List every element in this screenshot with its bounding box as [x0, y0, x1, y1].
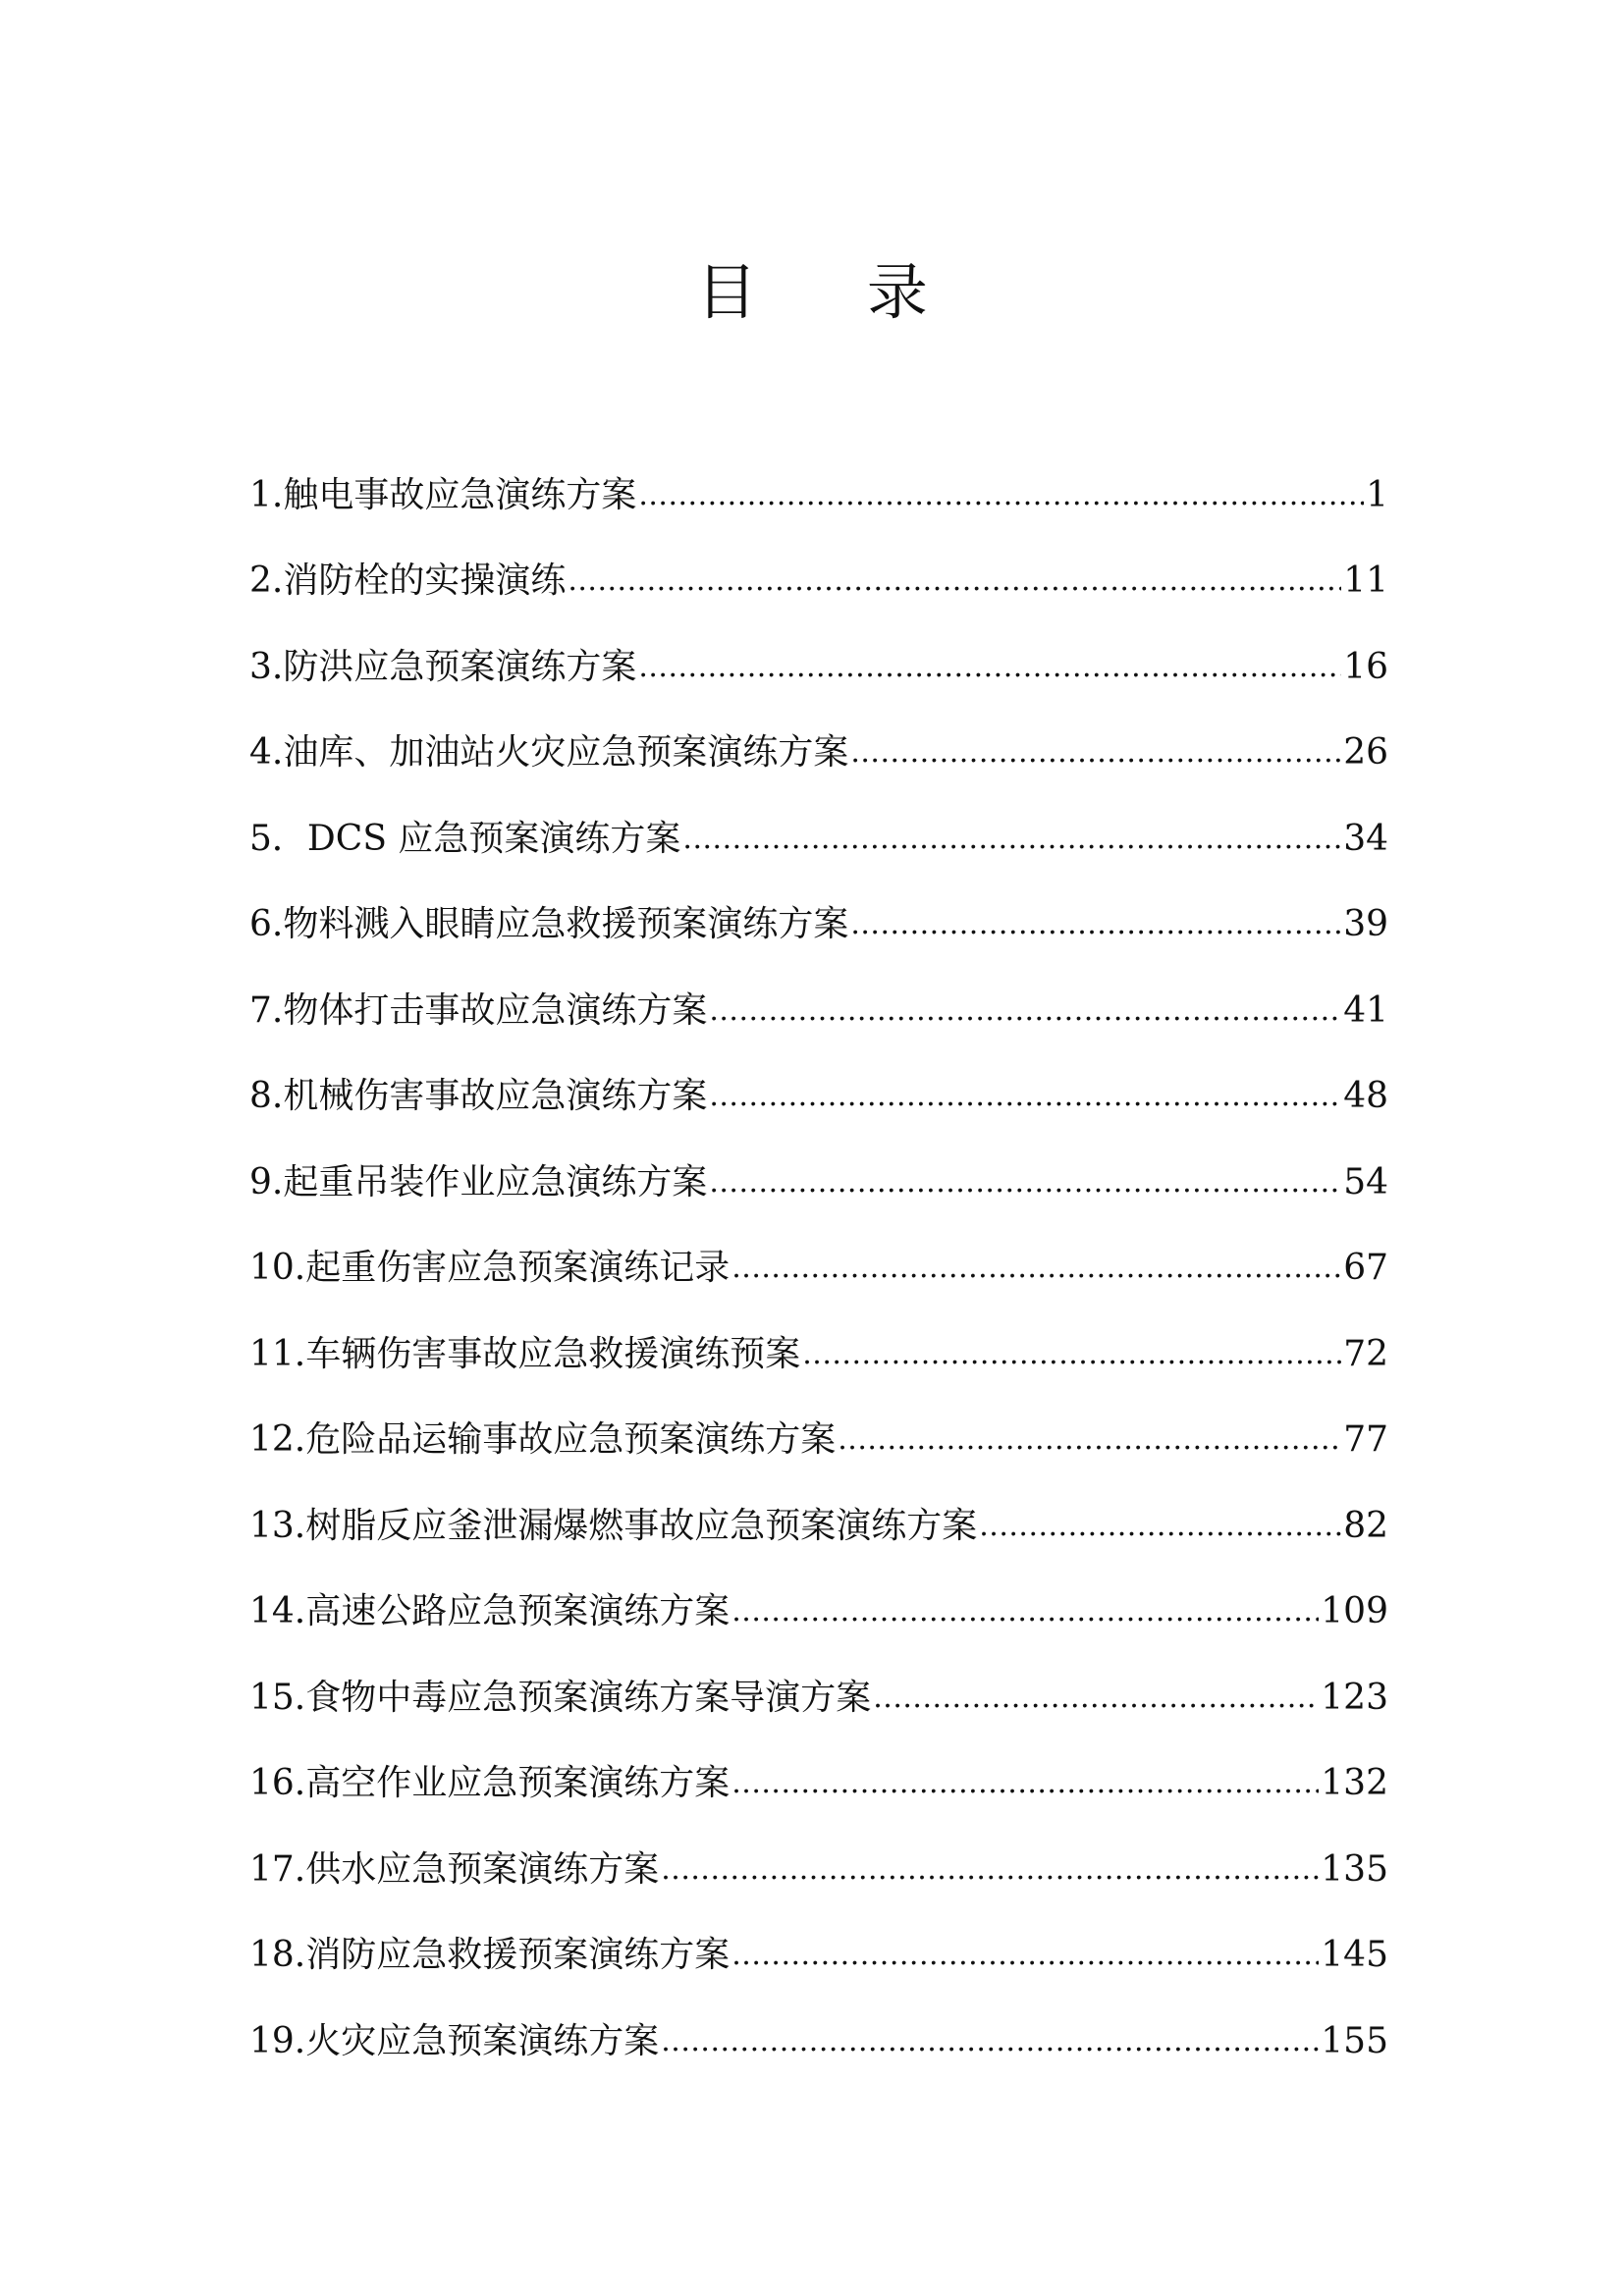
toc-leader-dots	[731, 1587, 1319, 1636]
toc-entry-label: 3.防洪应急预案演练方案	[249, 646, 637, 687]
toc-entry-page: 82	[1343, 1505, 1388, 1546]
toc-entry-page: 11	[1343, 561, 1388, 601]
toc-entry-label: 13.树脂反应釜泄漏爆燃事故应急预案演练方案	[249, 1505, 978, 1546]
toc-title: 目 录	[696, 256, 973, 328]
toc-leader-dots	[850, 900, 1341, 949]
toc-entry[interactable]	[249, 1207, 1388, 1294]
toc-entry[interactable]	[249, 1980, 1388, 2066]
toc-entry[interactable]	[249, 1293, 1388, 1379]
toc-entry-label: 8.机械伤害事故应急演练方案	[249, 1076, 708, 1116]
toc-entry-page: 123	[1321, 1677, 1388, 1718]
toc-entry[interactable]	[249, 1121, 1388, 1207]
toc-entry[interactable]	[249, 606, 1388, 692]
toc-entry[interactable]	[249, 1036, 1388, 1122]
toc-entry-page: 155	[1321, 2020, 1388, 2061]
toc-entry-page: 16	[1343, 646, 1388, 687]
toc-entry-page: 109	[1321, 1591, 1388, 1631]
toc-entry[interactable]	[249, 434, 1388, 520]
toc-entry-label: 4.油库、加油站火灾应急预案演练方案	[249, 732, 849, 773]
toc-entry[interactable]	[249, 777, 1388, 864]
toc-entry[interactable]	[249, 692, 1388, 778]
toc-entry-label: 14.高速公路应急预案演练方案	[249, 1591, 731, 1631]
toc-entry[interactable]	[249, 1808, 1388, 1895]
toc-entry[interactable]	[249, 1465, 1388, 1551]
toc-entry-page: 77	[1343, 1419, 1388, 1460]
toc-entry-page: 26	[1343, 732, 1388, 773]
toc-leader-dots	[709, 1158, 1341, 1207]
toc-entry-label: 5．DCS 应急预案演练方案	[249, 818, 681, 859]
toc-entry-page: 67	[1343, 1248, 1388, 1288]
toc-leader-dots	[979, 1502, 1341, 1551]
toc-entry-label: 16.高空作业应急预案演练方案	[249, 1763, 731, 1803]
toc-entry[interactable]	[249, 864, 1388, 950]
toc-leader-dots	[709, 987, 1341, 1036]
toc-entry-label: 10.起重伤害应急预案演练记录	[249, 1248, 731, 1288]
toc-entry-page: 1	[1366, 474, 1388, 515]
toc-entry-page: 39	[1343, 904, 1388, 944]
toc-entry[interactable]	[249, 520, 1388, 607]
toc-leader-dots	[638, 643, 1341, 692]
toc-entry-page: 145	[1321, 1935, 1388, 1975]
toc-entry-label: 12.危险品运输事故应急预案演练方案	[249, 1419, 837, 1460]
toc-entry-label: 17.供水应急预案演练方案	[249, 1848, 660, 1890]
toc-entry-label: 1.触电事故应急演练方案	[249, 474, 637, 515]
toc-entry-page: 54	[1343, 1161, 1388, 1202]
toc-leader-dots	[731, 1759, 1319, 1808]
toc-leader-dots	[709, 1072, 1341, 1121]
toc-entry-label: 6.物料溅入眼睛应急救援预案演练方案	[249, 904, 849, 944]
toc-entry-page: 72	[1343, 1333, 1388, 1374]
toc-leader-dots	[661, 1845, 1319, 1895]
toc-entry-label: 18.消防应急救援预案演练方案	[249, 1935, 731, 1975]
toc-entry-label: 7.物体打击事故应急演练方案	[249, 989, 708, 1031]
toc-list	[249, 434, 1388, 2066]
toc-leader-dots	[838, 1415, 1341, 1465]
toc-entry-page: 135	[1321, 1848, 1388, 1890]
toc-entry[interactable]	[249, 1551, 1388, 1637]
toc-entry-label: 15.食物中毒应急预案演练方案导演方案	[249, 1677, 872, 1718]
toc-entry-page: 48	[1343, 1076, 1388, 1116]
toc-entry-page: 34	[1343, 818, 1388, 859]
toc-entry[interactable]	[249, 1895, 1388, 1981]
toc-leader-dots	[568, 557, 1341, 606]
toc-leader-dots	[850, 728, 1341, 777]
toc-entry[interactable]	[249, 949, 1388, 1036]
toc-leader-dots	[731, 1931, 1319, 1980]
toc-entry-page: 132	[1321, 1763, 1388, 1803]
toc-entry-page: 41	[1343, 989, 1388, 1031]
toc-entry-label: 11.车辆伤害事故应急救援演练预案	[249, 1333, 801, 1374]
toc-leader-dots	[661, 2017, 1319, 2066]
toc-leader-dots	[802, 1330, 1341, 1379]
toc-entry[interactable]	[249, 1379, 1388, 1466]
toc-leader-dots	[682, 815, 1341, 864]
toc-entry-label: 9.起重吊装作业应急演练方案	[249, 1161, 708, 1202]
toc-entry[interactable]	[249, 1723, 1388, 1809]
toc-leader-dots	[731, 1244, 1341, 1293]
toc-leader-dots	[873, 1674, 1319, 1723]
toc-entry-label: 19.火灾应急预案演练方案	[249, 2020, 660, 2061]
toc-entry[interactable]	[249, 1636, 1388, 1723]
toc-leader-dots	[638, 471, 1364, 520]
toc-entry-label: 2.消防栓的实操演练	[249, 561, 567, 601]
